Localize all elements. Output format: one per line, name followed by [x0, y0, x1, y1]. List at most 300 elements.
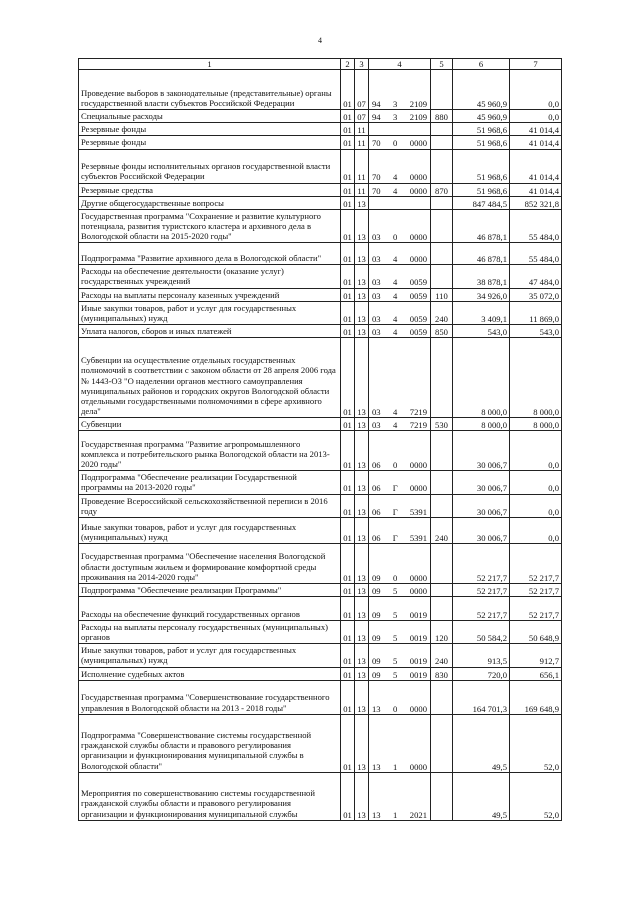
article-code: 5391 — [409, 506, 427, 517]
row-amount-1: 49,5 — [453, 772, 510, 820]
row-article — [369, 149, 431, 183]
row-name: Расходы на обеспечение деятельности (оказание услуг) государственных учреждений — [79, 265, 341, 288]
table-row — [79, 583, 562, 596]
row-section: 01 — [341, 301, 355, 324]
row-amount-2: 169 648,9 — [510, 680, 562, 714]
row-expense-type — [431, 338, 453, 418]
article-code: 0059 — [409, 290, 427, 301]
row-amount-2: 41 014,4 — [510, 123, 562, 136]
article-program: 06 — [372, 532, 381, 543]
row-amount-1: 45 960,9 — [453, 70, 510, 110]
article-program: 03 — [372, 420, 381, 431]
row-article — [369, 517, 431, 543]
row-subsection: 11 — [355, 149, 369, 183]
budget-table — [78, 58, 562, 821]
article-subprogram: 4 — [393, 290, 398, 301]
row-name: Субвенции на осуществление отдельных государственных полномочий в соответствии с законом области от 28 апреля 2006 года № 1443-ОЗ "О наделении органов местного самоуправления муниципальных районов и городских округов Вологодской области отдельными государственными полномочиями в сфере архивного дела" — [79, 338, 341, 418]
row-amount-2: 543,0 — [510, 324, 562, 337]
row-amount-2: 52 217,7 — [510, 543, 562, 583]
article-subprogram: 4 — [393, 277, 398, 288]
row-subsection: 13 — [355, 596, 369, 620]
row-article — [369, 196, 431, 209]
row-amount-2: 55 484,0 — [510, 243, 562, 265]
article-subprogram: 4 — [393, 185, 398, 196]
article-subprogram: 0 — [393, 572, 398, 583]
row-amount-2: 0,0 — [510, 110, 562, 123]
article-code: 0059 — [409, 277, 427, 288]
row-article — [369, 136, 431, 149]
row-name: Расходы на выплаты персоналу казенных учреждений — [79, 288, 341, 301]
row-expense-type — [431, 772, 453, 820]
row-name: Государственная программа "Обеспечение населения Вологодской области доступным жильем и формирование комфортной среды проживания на 2014-2020 годы" — [79, 543, 341, 583]
article-subprogram: 1 — [393, 761, 398, 772]
row-name: Резервные фонды — [79, 136, 341, 149]
table-row — [79, 136, 562, 149]
row-article — [369, 418, 431, 431]
article-code: 0000 — [409, 483, 427, 494]
article-program: 09 — [372, 572, 381, 583]
row-expense-type — [431, 209, 453, 242]
row-amount-2: 912,7 — [510, 644, 562, 667]
article-code: 2021 — [409, 809, 427, 820]
header-cell: 7 — [510, 59, 562, 70]
table-row — [79, 620, 562, 643]
row-article — [369, 583, 431, 596]
row-section: 01 — [341, 418, 355, 431]
article-program: 03 — [372, 254, 381, 265]
article-program: 03 — [372, 290, 381, 301]
article-subprogram: 4 — [393, 326, 398, 337]
row-expense-type — [431, 680, 453, 714]
row-subsection: 13 — [355, 265, 369, 288]
row-name: Проведение выборов в законодательные (представительные) органы государственной власти субъектов Российской Федерации — [79, 70, 341, 110]
row-amount-1: 543,0 — [453, 324, 510, 337]
article-subprogram: 5 — [393, 669, 398, 680]
row-amount-2: 50 648,9 — [510, 620, 562, 643]
row-amount-1: 51 968,6 — [453, 183, 510, 196]
row-expense-type: 850 — [431, 324, 453, 337]
row-amount-1: 46 878,1 — [453, 209, 510, 242]
row-amount-1: 51 968,6 — [453, 136, 510, 149]
row-name: Мероприятия по совершенствованию системы государственной гражданской службы области и правового регулирования организации и функционирования муниципальной службы — [79, 772, 341, 820]
table-row — [79, 517, 562, 543]
article-program: 03 — [372, 277, 381, 288]
row-section: 01 — [341, 494, 355, 517]
table-row — [79, 596, 562, 620]
article-code: 0019 — [409, 656, 427, 667]
row-amount-1: 46 878,1 — [453, 243, 510, 265]
table-row — [79, 324, 562, 337]
article-code: 2109 — [409, 112, 427, 123]
article-program: 06 — [372, 506, 381, 517]
article-code: 0019 — [409, 669, 427, 680]
article-program: 09 — [372, 656, 381, 667]
row-article — [369, 301, 431, 324]
article-code: 0000 — [409, 572, 427, 583]
row-section: 01 — [341, 338, 355, 418]
row-amount-2: 35 072,0 — [510, 288, 562, 301]
row-section: 01 — [341, 110, 355, 123]
article-subprogram: 5 — [393, 609, 398, 620]
row-subsection: 13 — [355, 196, 369, 209]
row-name: Специальные расходы — [79, 110, 341, 123]
article-program: 13 — [372, 703, 381, 714]
row-name: Государственная программа "Совершенствование государственного управления в Вологодской области на 2013 - 2018 годы" — [79, 680, 341, 714]
row-amount-2: 41 014,4 — [510, 149, 562, 183]
article-subprogram: 4 — [393, 254, 398, 265]
row-subsection: 13 — [355, 301, 369, 324]
row-expense-type: 240 — [431, 517, 453, 543]
table-row — [79, 714, 562, 772]
row-name: Иные закупки товаров, работ и услуг для государственных (муниципальных) нужд — [79, 644, 341, 667]
row-section: 01 — [341, 243, 355, 265]
row-amount-2: 52 217,7 — [510, 596, 562, 620]
row-name: Проведение Всероссийской сельскохозяйственной переписи в 2016 году — [79, 494, 341, 517]
article-program: 03 — [372, 313, 381, 324]
table-row — [79, 196, 562, 209]
row-name: Иные закупки товаров, работ и услуг для государственных (муниципальных) нужд — [79, 301, 341, 324]
row-expense-type — [431, 583, 453, 596]
article-code: 0000 — [409, 585, 427, 596]
table-row — [79, 772, 562, 820]
article-code: 0059 — [409, 326, 427, 337]
row-name: Субвенции — [79, 418, 341, 431]
row-article — [369, 680, 431, 714]
row-amount-2: 8 000,0 — [510, 418, 562, 431]
row-subsection: 13 — [355, 324, 369, 337]
row-amount-2: 0,0 — [510, 70, 562, 110]
table-row — [79, 418, 562, 431]
row-name: Резервные фонды исполнительных органов государственной власти субъектов Российской Федерации — [79, 149, 341, 183]
row-amount-2: 55 484,0 — [510, 209, 562, 242]
article-code: 0000 — [409, 232, 427, 243]
article-program: 09 — [372, 609, 381, 620]
table-row — [79, 123, 562, 136]
article-subprogram: Г — [392, 532, 398, 543]
row-section: 01 — [341, 70, 355, 110]
row-expense-type — [431, 471, 453, 494]
row-article — [369, 324, 431, 337]
article-subprogram: 5 — [393, 633, 398, 644]
row-article — [369, 543, 431, 583]
table-row — [79, 288, 562, 301]
row-section: 01 — [341, 471, 355, 494]
row-amount-1: 52 217,7 — [453, 596, 510, 620]
row-amount-1: 50 584,2 — [453, 620, 510, 643]
row-amount-1: 847 484,5 — [453, 196, 510, 209]
row-article — [369, 183, 431, 196]
row-amount-1: 45 960,9 — [453, 110, 510, 123]
article-program: 09 — [372, 585, 381, 596]
page-number: 4 — [318, 36, 322, 45]
row-subsection: 13 — [355, 418, 369, 431]
row-name: Подпрограмма "Совершенствование системы государственной гражданской службы области и правового регулирования организации и функционирования муниципальной службы в Вологодской области" — [79, 714, 341, 772]
article-program: 09 — [372, 633, 381, 644]
table-row — [79, 243, 562, 265]
row-amount-2: 8 000,0 — [510, 338, 562, 418]
row-expense-type: 530 — [431, 418, 453, 431]
row-amount-2: 0,0 — [510, 431, 562, 471]
article-program: 70 — [372, 172, 381, 183]
row-amount-1: 8 000,0 — [453, 338, 510, 418]
article-subprogram: 0 — [393, 232, 398, 243]
article-program: 03 — [372, 406, 381, 417]
article-code: 0059 — [409, 313, 427, 324]
row-subsection: 11 — [355, 183, 369, 196]
table-row — [79, 338, 562, 418]
article-subprogram: 4 — [393, 313, 398, 324]
row-amount-1: 49,5 — [453, 714, 510, 772]
row-section: 01 — [341, 543, 355, 583]
row-subsection: 13 — [355, 288, 369, 301]
table-row — [79, 431, 562, 471]
row-section: 01 — [341, 596, 355, 620]
row-amount-1: 52 217,7 — [453, 583, 510, 596]
row-section: 01 — [341, 772, 355, 820]
article-code: 2109 — [409, 99, 427, 109]
row-name: Резервные фонды — [79, 123, 341, 136]
row-article — [369, 110, 431, 123]
table-row — [79, 471, 562, 494]
row-article — [369, 123, 431, 136]
article-program: 06 — [372, 483, 381, 494]
row-amount-1: 30 006,7 — [453, 431, 510, 471]
row-article — [369, 772, 431, 820]
row-section: 01 — [341, 196, 355, 209]
row-subsection: 13 — [355, 772, 369, 820]
article-code: 0000 — [409, 703, 427, 714]
row-article — [369, 596, 431, 620]
article-program: 94 — [372, 112, 381, 123]
row-subsection: 07 — [355, 110, 369, 123]
row-section: 01 — [341, 123, 355, 136]
row-expense-type: 830 — [431, 667, 453, 680]
header-cell: 6 — [453, 59, 510, 70]
row-amount-1: 38 878,1 — [453, 265, 510, 288]
row-subsection: 13 — [355, 471, 369, 494]
row-subsection: 13 — [355, 543, 369, 583]
row-subsection: 13 — [355, 620, 369, 643]
row-subsection: 13 — [355, 667, 369, 680]
row-expense-type — [431, 543, 453, 583]
row-amount-2: 0,0 — [510, 517, 562, 543]
row-section: 01 — [341, 265, 355, 288]
article-code: 0000 — [409, 460, 427, 471]
row-article — [369, 644, 431, 667]
row-amount-2: 41 014,4 — [510, 183, 562, 196]
row-subsection: 13 — [355, 209, 369, 242]
row-article — [369, 70, 431, 110]
row-amount-1: 34 926,0 — [453, 288, 510, 301]
row-name: Государственная программа "Сохранение и развитие культурного потенциала, развития туристского кластера и архивного дела в Вологодской области на 2015-2020 годы" — [79, 209, 341, 242]
row-amount-2: 52 217,7 — [510, 583, 562, 596]
row-article — [369, 288, 431, 301]
article-subprogram: 0 — [393, 703, 398, 714]
row-name: Исполнение судебных актов — [79, 667, 341, 680]
row-name: Расходы на выплаты персоналу государственных (муниципальных) органов — [79, 620, 341, 643]
row-amount-1: 51 968,6 — [453, 149, 510, 183]
row-expense-type — [431, 149, 453, 183]
row-amount-1: 720,0 — [453, 667, 510, 680]
table-row — [79, 301, 562, 324]
row-name: Другие общегосударственные вопросы — [79, 196, 341, 209]
table-row — [79, 680, 562, 714]
row-expense-type — [431, 196, 453, 209]
row-subsection: 13 — [355, 338, 369, 418]
row-subsection: 13 — [355, 583, 369, 596]
table-row — [79, 209, 562, 242]
row-amount-2: 47 484,0 — [510, 265, 562, 288]
table-row — [79, 543, 562, 583]
table-row — [79, 667, 562, 680]
article-subprogram: 0 — [393, 138, 398, 149]
row-article — [369, 338, 431, 418]
header-cell: 2 — [341, 59, 355, 70]
header-cell: 4 — [369, 59, 431, 70]
row-amount-2: 11 869,0 — [510, 301, 562, 324]
row-subsection: 13 — [355, 680, 369, 714]
row-amount-1: 30 006,7 — [453, 494, 510, 517]
article-subprogram: 3 — [393, 112, 398, 123]
article-code: 0000 — [409, 761, 427, 772]
row-expense-type — [431, 714, 453, 772]
row-expense-type — [431, 494, 453, 517]
row-name: Уплата налогов, сборов и иных платежей — [79, 324, 341, 337]
article-subprogram: 5 — [393, 585, 398, 596]
row-section: 01 — [341, 431, 355, 471]
article-subprogram: 5 — [393, 656, 398, 667]
row-section: 01 — [341, 517, 355, 543]
row-subsection: 13 — [355, 243, 369, 265]
row-section: 01 — [341, 136, 355, 149]
row-name: Подпрограмма "Обеспечение реализации Государственной программы на 2013-2020 годы" — [79, 471, 341, 494]
row-article — [369, 243, 431, 265]
row-article — [369, 471, 431, 494]
table-row — [79, 183, 562, 196]
row-amount-1: 30 006,7 — [453, 517, 510, 543]
row-subsection: 13 — [355, 431, 369, 471]
row-expense-type — [431, 123, 453, 136]
article-program: 06 — [372, 460, 381, 471]
row-expense-type: 880 — [431, 110, 453, 123]
row-article — [369, 620, 431, 643]
row-expense-type: 240 — [431, 644, 453, 667]
header-cell: 5 — [431, 59, 453, 70]
article-program: 09 — [372, 669, 381, 680]
row-expense-type: 110 — [431, 288, 453, 301]
row-amount-2: 41 014,4 — [510, 136, 562, 149]
row-amount-2: 52,0 — [510, 714, 562, 772]
article-code: 0019 — [409, 609, 427, 620]
row-expense-type: 240 — [431, 301, 453, 324]
row-subsection: 13 — [355, 517, 369, 543]
row-name: Резервные средства — [79, 183, 341, 196]
header-row — [79, 59, 562, 70]
article-code: 7219 — [409, 420, 427, 431]
row-amount-1: 51 968,6 — [453, 123, 510, 136]
row-section: 01 — [341, 680, 355, 714]
row-subsection: 13 — [355, 494, 369, 517]
article-program: 03 — [372, 232, 381, 243]
article-program: 70 — [372, 185, 381, 196]
article-code: 0000 — [409, 254, 427, 265]
row-article — [369, 265, 431, 288]
article-subprogram: 3 — [393, 99, 398, 109]
row-subsection: 11 — [355, 136, 369, 149]
row-expense-type: 870 — [431, 183, 453, 196]
row-subsection: 13 — [355, 714, 369, 772]
article-subprogram: Г — [392, 483, 398, 494]
row-amount-2: 52,0 — [510, 772, 562, 820]
row-expense-type — [431, 70, 453, 110]
table-row — [79, 265, 562, 288]
table-row — [79, 149, 562, 183]
row-amount-1: 913,5 — [453, 644, 510, 667]
article-subprogram: 0 — [393, 460, 398, 471]
article-subprogram: 4 — [393, 406, 398, 417]
article-subprogram: Г — [392, 506, 398, 517]
row-name: Подпрограмма "Развитие архивного дела в Вологодской области" — [79, 243, 341, 265]
row-amount-1: 3 409,1 — [453, 301, 510, 324]
article-subprogram: 4 — [393, 420, 398, 431]
row-section: 01 — [341, 667, 355, 680]
row-section: 01 — [341, 714, 355, 772]
row-amount-2: 0,0 — [510, 471, 562, 494]
article-code: 0019 — [409, 633, 427, 644]
row-amount-2: 656,1 — [510, 667, 562, 680]
row-subsection: 11 — [355, 123, 369, 136]
row-article — [369, 494, 431, 517]
article-program: 94 — [372, 99, 381, 109]
row-amount-2: 0,0 — [510, 494, 562, 517]
table-row — [79, 110, 562, 123]
article-program: 70 — [372, 138, 381, 149]
row-article — [369, 667, 431, 680]
article-program: 13 — [372, 809, 381, 820]
table-row — [79, 644, 562, 667]
row-article — [369, 209, 431, 242]
article-subprogram: 1 — [393, 809, 398, 820]
header-cell: 1 — [79, 59, 341, 70]
row-section: 01 — [341, 149, 355, 183]
row-expense-type — [431, 243, 453, 265]
row-amount-1: 30 006,7 — [453, 471, 510, 494]
row-section: 01 — [341, 209, 355, 242]
row-expense-type: 120 — [431, 620, 453, 643]
row-expense-type — [431, 265, 453, 288]
row-article — [369, 431, 431, 471]
row-section: 01 — [341, 583, 355, 596]
row-article — [369, 714, 431, 772]
article-code: 5391 — [409, 532, 427, 543]
table-row — [79, 494, 562, 517]
article-code: 0000 — [409, 138, 427, 149]
article-program: 13 — [372, 761, 381, 772]
table-row — [79, 70, 562, 110]
row-name: Государственная программа "Развитие агропромышленного комплекса и потребительского рынка Вологодской области на 2013-2020 годы" — [79, 431, 341, 471]
row-name: Расходы на обеспечение функций государственных органов — [79, 596, 341, 620]
row-amount-1: 52 217,7 — [453, 543, 510, 583]
row-section: 01 — [341, 620, 355, 643]
row-name: Подпрограмма "Обеспечение реализации Программы" — [79, 583, 341, 596]
row-amount-2: 852 321,8 — [510, 196, 562, 209]
row-name: Иные закупки товаров, работ и услуг для государственных (муниципальных) нужд — [79, 517, 341, 543]
row-expense-type — [431, 596, 453, 620]
row-subsection: 07 — [355, 70, 369, 110]
row-subsection: 13 — [355, 644, 369, 667]
row-section: 01 — [341, 183, 355, 196]
article-code: 7219 — [409, 406, 427, 417]
